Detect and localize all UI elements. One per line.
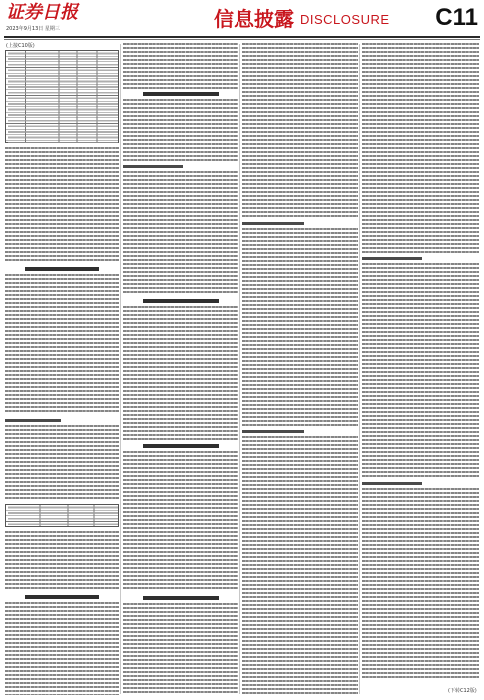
issue-date: 2023年9月13日 星期三 [6,26,60,32]
table-cells [8,51,118,143]
section-title-english: DISCLOSURE [300,12,390,27]
continued-from-note: (上接C10版) [6,43,35,49]
section-heading [143,444,219,448]
body-text-block [123,451,238,591]
newspaper-logo: 证券日报 [6,2,78,23]
body-text-block [242,436,358,695]
section-heading [143,596,219,600]
subheading [242,222,304,225]
header-rule [4,36,480,38]
body-text-block [123,171,238,295]
table-cells [8,505,118,527]
data-table [5,504,119,527]
body-text-block [123,43,238,89]
body-text-block [362,263,479,478]
subheading [362,482,422,485]
body-text-block [123,603,238,695]
body-text-block [123,306,238,440]
body-text-block [242,228,358,426]
column-divider [239,44,240,694]
section-heading [25,267,99,271]
column-divider [359,44,360,694]
body-text-block [5,425,119,501]
section-heading [25,595,99,599]
section-heading [143,92,219,96]
body-text-block [5,531,119,591]
body-text-block [123,99,238,161]
continued-to-note: (下转C12版) [448,688,477,694]
body-text-block [362,488,479,680]
body-text-block [5,274,119,414]
page-number: C11 [435,4,478,31]
subheading [362,257,422,260]
body-text-block [5,147,119,263]
body-text-block [362,43,479,253]
subheading [5,419,61,422]
header-rule-thin [4,39,480,40]
column-divider [120,44,121,694]
data-table [5,50,119,143]
subheading [123,165,183,168]
subheading [242,430,304,433]
section-heading [143,299,219,303]
body-text-block [5,602,119,695]
section-title: 信息披露 [214,7,294,31]
body-text-block [242,43,358,218]
